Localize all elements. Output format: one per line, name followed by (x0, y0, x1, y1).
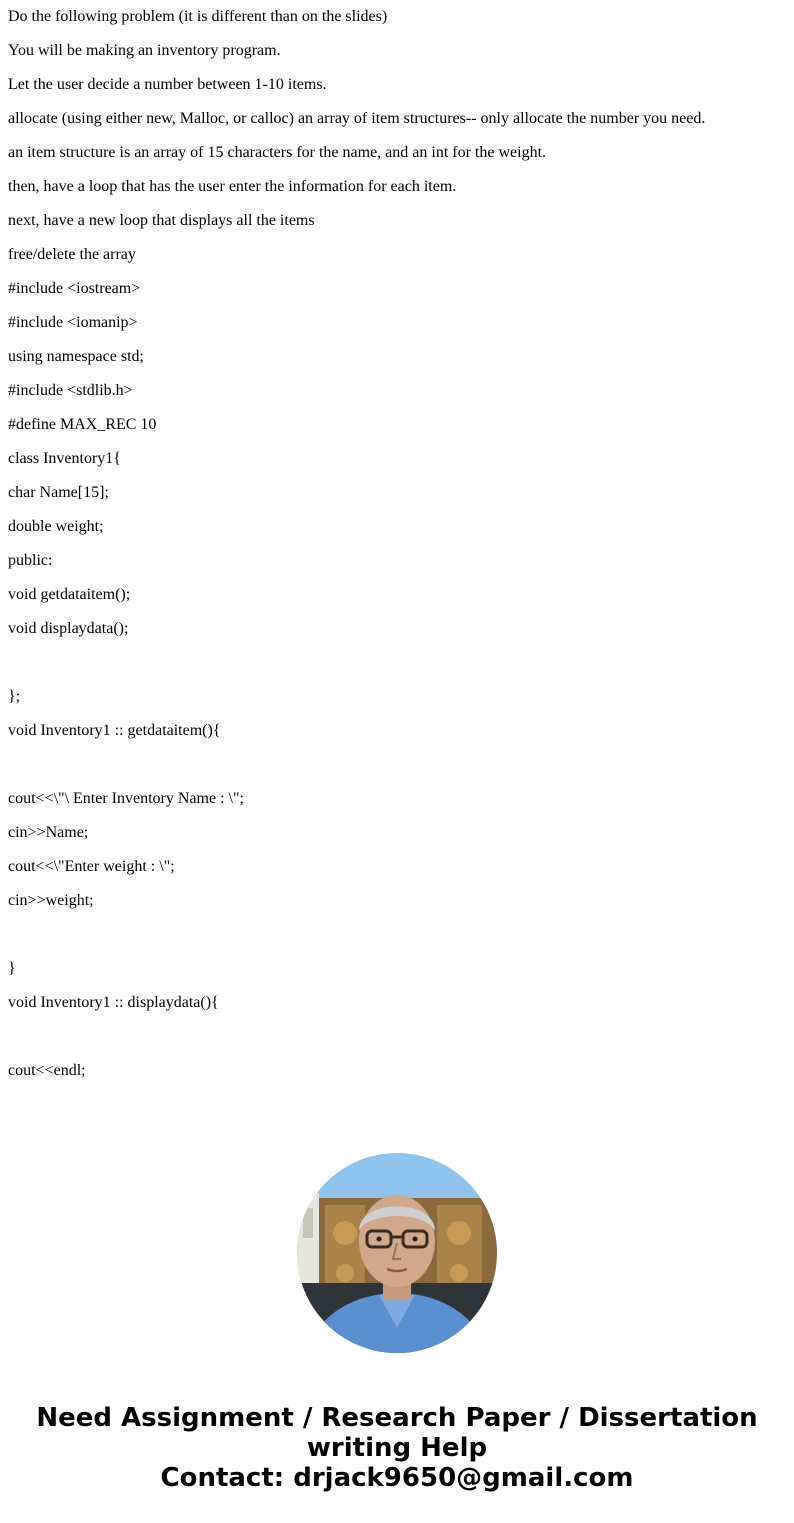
code-line: #include <iostream> (8, 280, 141, 297)
code-line (8, 748, 788, 782)
text-line: Let the user decide a number between 1-10 items. (8, 76, 327, 93)
code-line: void displaydata(); (8, 620, 129, 637)
promo-banner (0, 1403, 794, 1493)
code-line: #include <iomanip> (8, 314, 138, 331)
code-line: cin>>Name; (8, 824, 89, 841)
avatar-portrait-image (297, 1153, 497, 1353)
code-line: cin>>weight; (8, 892, 94, 909)
avatar (297, 1153, 497, 1353)
promo-contact: Contact: drjack9650@gmail.com (160, 1463, 634, 1493)
text-line: allocate (using either new, Malloc, or calloc) an array of item structures-- only allocate the number you need. (8, 110, 706, 127)
code-line (8, 646, 788, 680)
code-line: cout<<endl; (8, 1062, 86, 1079)
code-line: #define MAX_REC 10 (8, 416, 157, 433)
code-line: void getdataitem(); (8, 586, 131, 603)
code-line: char Name[15]; (8, 484, 109, 501)
code-line: } (8, 960, 16, 977)
code-line (8, 1020, 788, 1054)
code-line: double weight; (8, 518, 104, 535)
code-line: }; (8, 688, 21, 705)
text-line: Do the following problem (it is different than on the slides) (8, 8, 388, 25)
text-line: You will be making an inventory program. (8, 42, 281, 59)
text-line: an item structure is an array of 15 characters for the name, and an int for the weight. (8, 144, 547, 161)
text-line: free/delete the array (8, 246, 136, 263)
promo-line-2: writing Help (306, 1433, 488, 1463)
code-line: public: (8, 552, 53, 569)
code-line: #include <stdlib.h> (8, 382, 133, 399)
code-line (8, 918, 788, 952)
document-body (8, 0, 788, 1088)
code-line: cout<<\"Enter weight : \"; (8, 858, 175, 875)
code-line: void Inventory1 :: displaydata(){ (8, 994, 219, 1011)
promo-line-1: Need Assignment / Research Paper / Dissertation (36, 1403, 758, 1433)
code-line: cout<<\"\ Enter Inventory Name : \"; (8, 790, 244, 807)
code-line: class Inventory1{ (8, 450, 121, 467)
code-line: using namespace std; (8, 348, 144, 365)
text-line: then, have a loop that has the user enter the information for each item. (8, 178, 457, 195)
text-line: next, have a new loop that displays all the items (8, 212, 315, 229)
code-line: void Inventory1 :: getdataitem(){ (8, 722, 221, 739)
